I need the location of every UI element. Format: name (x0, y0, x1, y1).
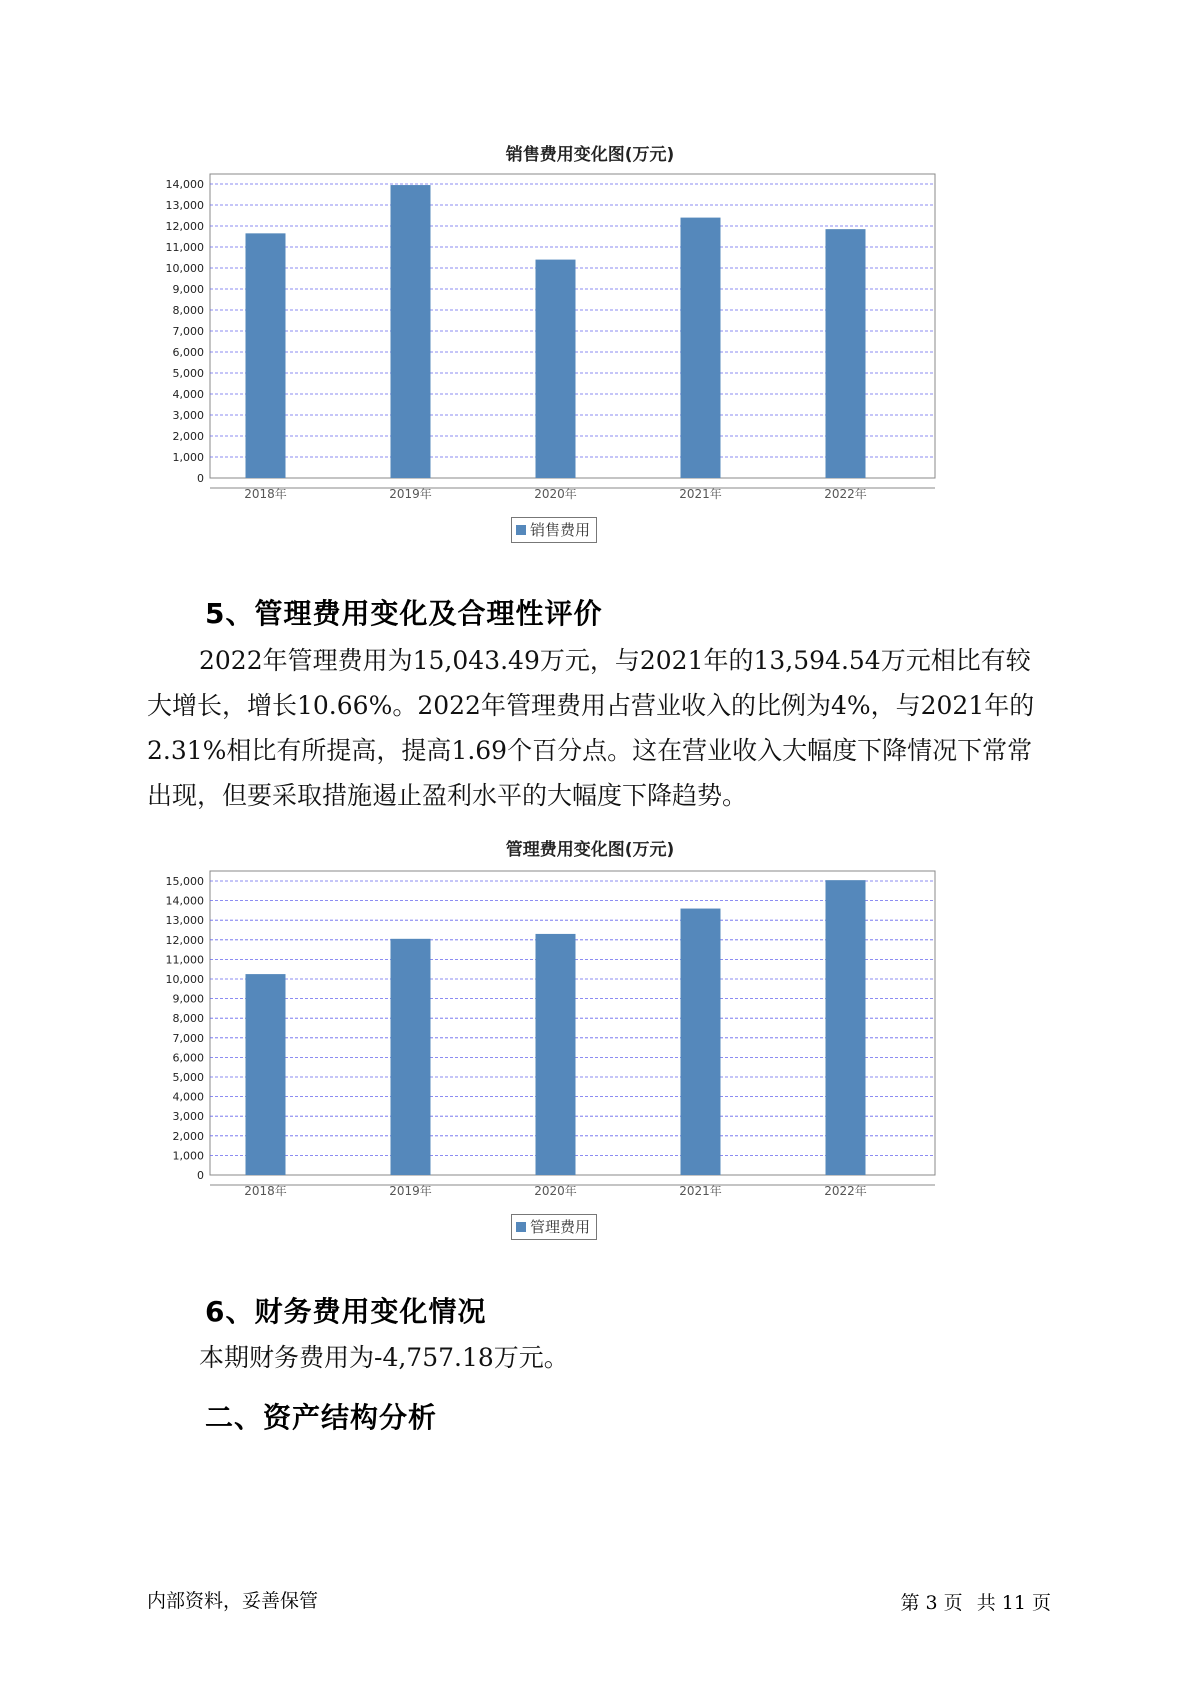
y-tick-label: 5,000 (172, 367, 204, 380)
bar (391, 939, 431, 1175)
y-tick-label: 14,000 (165, 178, 204, 191)
bar (536, 934, 576, 1175)
admin-expense-chart (160, 835, 1020, 1255)
y-tick-label: 2,000 (172, 1129, 204, 1143)
x-tick-label: 2019年 (389, 487, 432, 501)
y-tick-label: 3,000 (172, 1110, 204, 1124)
y-tick-label: 11,000 (165, 953, 204, 967)
legend-swatch (516, 525, 526, 535)
y-tick-label: 9,000 (172, 283, 204, 296)
section-5-paragraph (147, 638, 1047, 818)
y-tick-label: 1,000 (172, 451, 204, 464)
chart-legend (511, 517, 597, 543)
y-tick-label: 5,000 (172, 1071, 204, 1084)
x-tick-label: 2020年 (534, 1184, 577, 1198)
bar (536, 260, 576, 478)
x-tick-label: 2019年 (389, 1184, 432, 1198)
x-tick-label: 2022年 (824, 1184, 867, 1198)
y-tick-label: 2,000 (172, 430, 204, 443)
bar (246, 974, 286, 1175)
y-tick-label: 12,000 (165, 933, 204, 947)
y-tick-label: 7,000 (172, 325, 204, 338)
bar (246, 233, 286, 478)
y-tick-label: 11,000 (165, 241, 204, 254)
y-tick-label: 13,000 (165, 914, 204, 928)
y-tick-label: 0 (197, 472, 204, 485)
bar (391, 185, 431, 478)
y-tick-label: 9,000 (172, 992, 204, 1006)
y-tick-label: 0 (197, 1169, 204, 1182)
section-heading-6: 6、财务费用变化情况 (205, 1295, 487, 1328)
chart-legend (511, 1214, 597, 1240)
legend-label: 销售费用 (530, 521, 591, 539)
bar (681, 909, 721, 1175)
y-tick-label: 10,000 (165, 262, 204, 275)
legend-label: 管理费用 (530, 1218, 591, 1236)
y-tick-label: 13,000 (165, 199, 204, 212)
x-tick-label: 2021年 (679, 1184, 722, 1198)
bar (826, 880, 866, 1175)
admin-expense-plot (160, 867, 1020, 1227)
y-tick-label: 6,000 (172, 346, 204, 359)
footer-page-number (893, 1588, 1051, 1615)
section-heading-5: 5、管理费用变化及合理性评价 (205, 597, 603, 630)
total-pages-label: 共 11 页 (976, 1592, 1051, 1614)
x-tick-label: 2018年 (244, 487, 287, 501)
footer-confidential-note: 内部资料，妥善保管 (147, 1590, 319, 1612)
y-tick-label: 8,000 (172, 1012, 204, 1026)
y-tick-label: 8,000 (172, 304, 204, 317)
y-tick-label: 14,000 (165, 894, 204, 908)
sales-expense-plot (160, 170, 1020, 530)
sales-expense-chart (160, 140, 1020, 560)
y-tick-label: 3,000 (172, 409, 204, 422)
section-5-text: 2022年管理费用为15,043.49万元，与2021年的13,594.54万元相比有较大增长，增长10.66%。2022年管理费用占营业收入的比例为4%，与2021年的2.31%相比有所提高，提高1.69个百分点。这在营业收入大幅度下降情况下常常出现，但要采取措施遏止盈利水平的大幅度下降趋势。 (147, 646, 1035, 810)
section-6-text: 本期财务费用为-4,757.18万元。 (199, 1343, 569, 1372)
y-tick-label: 15,000 (165, 875, 204, 888)
part-2-heading: 二、资产结构分析 (205, 1401, 438, 1434)
y-tick-label: 10,000 (165, 973, 204, 986)
y-tick-label: 4,000 (172, 1090, 204, 1104)
y-tick-label: 12,000 (165, 220, 204, 233)
bar (826, 229, 866, 478)
section-6-paragraph (147, 1335, 1047, 1380)
x-tick-label: 2022年 (824, 487, 867, 501)
y-tick-label: 1,000 (172, 1149, 204, 1163)
x-tick-label: 2021年 (679, 487, 722, 501)
legend-swatch (516, 1222, 526, 1232)
page-label: 第 3 页 (900, 1592, 963, 1614)
x-tick-label: 2018年 (244, 1184, 287, 1198)
x-tick-label: 2020年 (534, 487, 577, 501)
y-tick-label: 4,000 (172, 388, 204, 401)
y-tick-label: 7,000 (172, 1031, 204, 1045)
chart-title: 管理费用变化图(万元) (505, 840, 675, 860)
chart-title: 销售费用变化图(万元) (505, 145, 675, 165)
y-tick-label: 6,000 (172, 1051, 204, 1065)
bar (681, 218, 721, 478)
